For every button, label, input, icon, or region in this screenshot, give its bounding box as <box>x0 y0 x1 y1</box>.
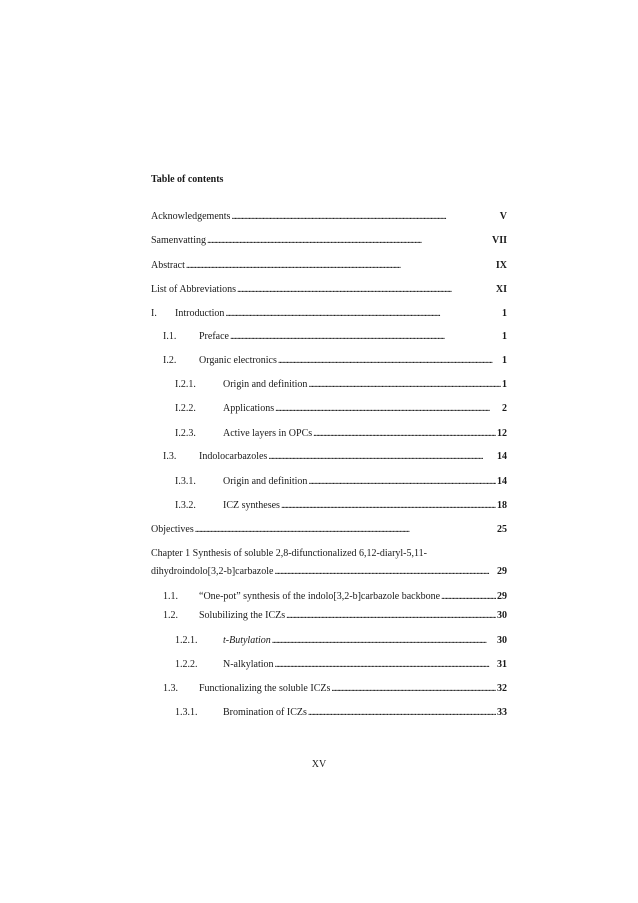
toc-entry-abstract[interactable] <box>151 260 507 272</box>
toc-entry-label: t-Butylation <box>223 635 271 646</box>
toc-entry-active-layers[interactable] <box>175 428 507 440</box>
dot-leader <box>230 331 501 343</box>
toc-entry-number: 1.2.2. <box>175 659 198 670</box>
toc-page-number: 30 <box>497 635 507 646</box>
toc-page-number: 29 <box>497 566 507 577</box>
toc-entry-number: 1.2.1. <box>175 635 198 646</box>
toc-entry-label: N-alkylation <box>223 659 274 670</box>
toc-entry-number: I.3.1. <box>175 476 196 487</box>
toc-page-number: 14 <box>497 451 507 462</box>
toc-entry-number: 1.3. <box>163 683 178 694</box>
toc-entry-one-pot-synthesis[interactable] <box>163 591 507 603</box>
toc-entry-introduction[interactable] <box>151 308 507 320</box>
toc-entry-label: Bromination of ICZs <box>223 707 307 718</box>
toc-page-number: 29 <box>497 591 507 602</box>
toc-entry-label: Origin and definition <box>223 379 308 390</box>
toc-entry-label: Preface <box>199 331 229 342</box>
dot-leader <box>225 308 501 320</box>
toc-entry-number: I.3. <box>163 451 177 462</box>
toc-entry-label: ICZ syntheses <box>223 500 280 511</box>
toc-page-number: 2 <box>502 403 507 414</box>
toc-entry-t-butylation[interactable] <box>175 635 507 647</box>
toc-page-number: 12 <box>497 428 507 439</box>
toc-page-number: 1 <box>502 355 507 366</box>
dot-leader <box>286 610 496 622</box>
dot-leader <box>237 284 495 296</box>
toc-entry-label: Solubilizing the ICZs <box>199 610 286 621</box>
toc-entry-indolocarbazoles[interactable] <box>163 451 507 463</box>
dot-leader <box>331 683 496 695</box>
toc-entry-label: Active layers in OPCs <box>223 428 313 439</box>
dot-leader <box>195 524 496 536</box>
toc-entry-number: I.2. <box>163 355 177 366</box>
dot-leader <box>275 659 496 671</box>
toc-heading: Table of contents <box>151 174 224 185</box>
toc-entry-samenvatting[interactable] <box>151 235 507 247</box>
toc-entry-label: Indolocarbazoles <box>199 451 268 462</box>
toc-entry-number: I.3.2. <box>175 500 196 511</box>
toc-page-number: 18 <box>497 500 507 511</box>
toc-page-number: VII <box>491 235 507 246</box>
toc-entry-label: Objectives <box>151 524 194 535</box>
toc-page-number: 32 <box>497 683 507 694</box>
dot-leader <box>207 235 491 247</box>
toc-entry-label: “One-pot” synthesis of the indolo[3,2-b]carbazole backbone <box>199 591 441 602</box>
toc-entry-number: I.2.2. <box>175 403 196 414</box>
toc-entry-acknowledgements[interactable] <box>151 211 507 223</box>
toc-entry-number: I.1. <box>163 331 177 342</box>
toc-entry-n-alkylation[interactable] <box>175 659 507 671</box>
toc-page-number: 1 <box>502 379 507 390</box>
page-footer-number: XV <box>311 759 327 770</box>
toc-page-number: 1 <box>502 308 507 319</box>
dot-leader <box>231 211 498 223</box>
toc-entry-label: Introduction <box>175 308 225 319</box>
toc-entry-label: Functionalizing the soluble ICZs <box>199 683 331 694</box>
toc-entry-chapter1-line1[interactable]: Chapter 1 Synthesis of soluble 2,8-difunctionalized 6,12-diaryl-5,11- <box>151 548 427 559</box>
dot-leader <box>274 566 496 578</box>
toc-entry-organic-electronics[interactable] <box>163 355 507 367</box>
toc-entry-applications[interactable] <box>175 403 507 415</box>
toc-entry-functionalizing-iczs[interactable] <box>163 683 507 695</box>
toc-entry-origin-definition[interactable] <box>175 379 507 391</box>
toc-entry-number: 1.3.1. <box>175 707 198 718</box>
dot-leader <box>308 476 496 488</box>
toc-entry-solubilizing-iczs[interactable] <box>163 610 507 622</box>
toc-page-number: V <box>499 211 507 222</box>
dot-leader <box>313 428 496 440</box>
dot-leader <box>278 355 501 367</box>
toc-entry-number: I.2.3. <box>175 428 196 439</box>
toc-entry-bromination[interactable] <box>175 707 507 719</box>
toc-entry-icz-origin-definition[interactable] <box>175 476 507 488</box>
toc-page-number: 1 <box>502 331 507 342</box>
dot-leader <box>275 403 501 415</box>
dot-leader <box>308 707 496 719</box>
dot-leader <box>272 635 496 647</box>
toc-page-number: IX <box>495 260 507 271</box>
toc-entry-label: Origin and definition <box>223 476 308 487</box>
toc-page-number: 25 <box>497 524 507 535</box>
toc-entry-label: Acknowledgements <box>151 211 231 222</box>
toc-entry-abbreviations[interactable] <box>151 284 507 296</box>
toc-entry-label: Samenvatting <box>151 235 206 246</box>
toc-entry-icz-syntheses[interactable] <box>175 500 507 512</box>
toc-entry-label: Organic electronics <box>199 355 277 366</box>
dot-leader <box>186 260 495 272</box>
toc-entry-objectives[interactable] <box>151 524 507 536</box>
dot-leader <box>268 451 496 463</box>
toc-entry-label: Abstract <box>151 260 185 271</box>
toc-page-number: 31 <box>497 659 507 670</box>
toc-entry-chapter1[interactable] <box>151 566 507 578</box>
toc-entry-number: I. <box>151 308 157 319</box>
toc-page-number: 30 <box>497 610 507 621</box>
toc-entry-label: dihydroindolo[3,2-b]carbazole <box>151 566 274 577</box>
toc-entry-number: 1.1. <box>163 591 178 602</box>
toc-page-number: XI <box>495 284 507 295</box>
dot-leader <box>441 591 496 603</box>
dot-leader <box>308 379 501 391</box>
dot-leader <box>281 500 496 512</box>
toc-page-number: 33 <box>497 707 507 718</box>
toc-entry-preface[interactable] <box>163 331 507 343</box>
toc-page-number: 14 <box>497 476 507 487</box>
toc-entry-number: I.2.1. <box>175 379 196 390</box>
toc-entry-label: List of Abbreviations <box>151 284 236 295</box>
toc-entry-label: Applications <box>223 403 275 414</box>
toc-entry-number: 1.2. <box>163 610 178 621</box>
